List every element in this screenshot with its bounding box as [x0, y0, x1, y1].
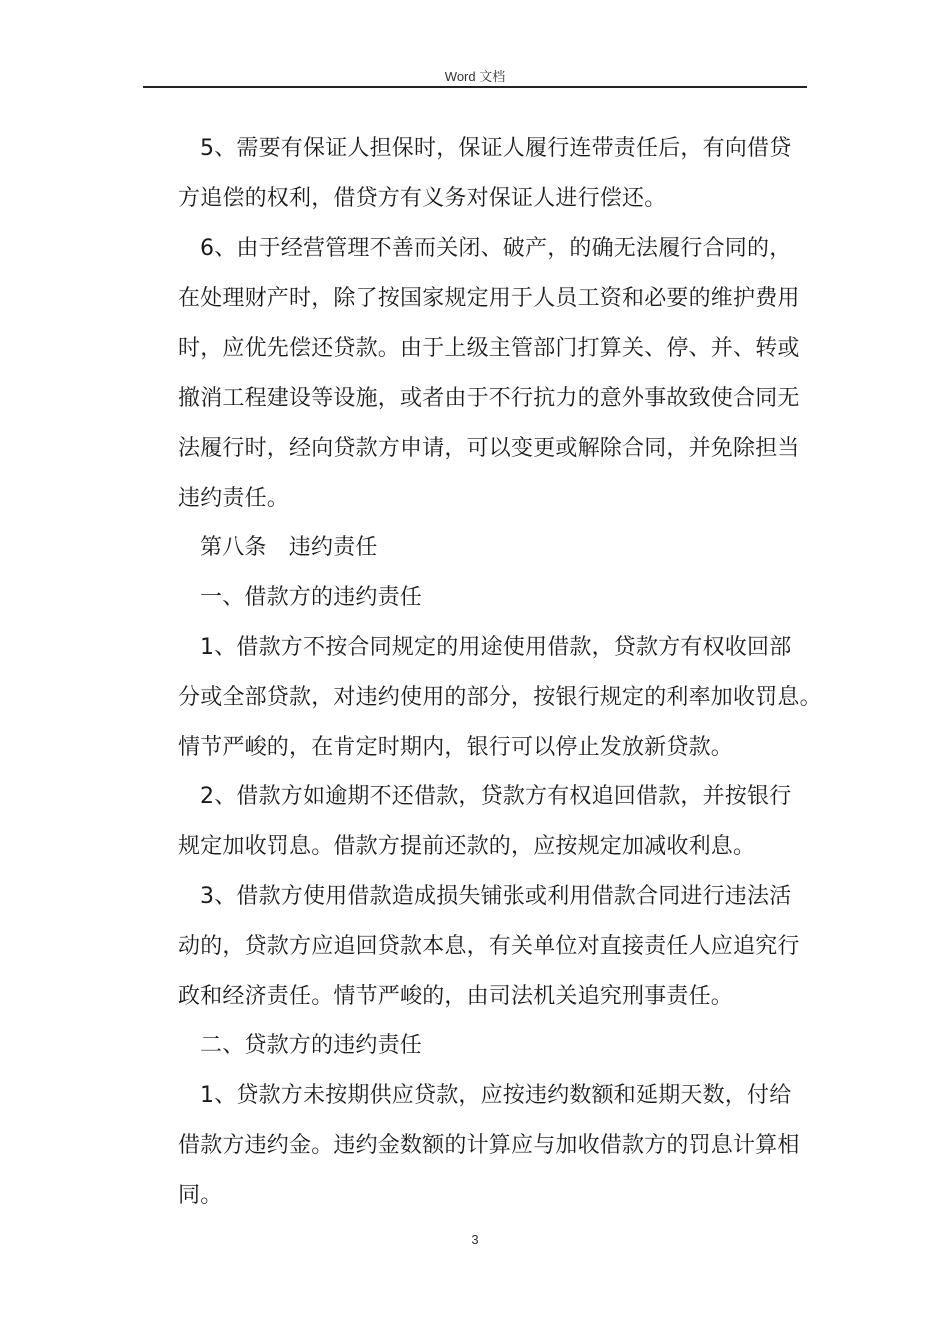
paragraph-line: 动的，贷款方应追回贷款本息，有关单位对直接责任人应追究行 [178, 934, 800, 959]
paragraph-line: 政和经济责任。情节严峻的，由司法机关追究刑事责任。 [178, 984, 734, 1009]
paragraph-line: 法履行时，经向贷款方申请，可以变更或解除合同，并免除担当 [178, 436, 800, 461]
paragraph-line: 3、借款方使用借款造成损失铺张或利用借款合同进行违法活 [200, 884, 792, 909]
paragraph-line: 撤消工程建设等设施，或者由于不行抗力的意外事故致使合同无 [178, 386, 800, 411]
page-header: Word 文档 [444, 69, 506, 84]
subsection-heading: 二、贷款方的违约责任 [200, 1033, 423, 1058]
paragraph-line: 分或全部贷款，对违约使用的部分，按银行规定的利率加收罚息。 [178, 685, 822, 710]
paragraph-line: 方追偿的权利，借贷方有义务对保证人进行偿还。 [178, 186, 667, 211]
subsection-heading: 一、借款方的违约责任 [200, 585, 423, 610]
paragraph-line: 6、由于经营管理不善而关闭、破产，的确无法履行合同的， [200, 236, 792, 261]
page-number: 3 [471, 1232, 479, 1247]
header-divider [143, 86, 807, 88]
section-heading: 第八条 违约责任 [200, 535, 378, 560]
paragraph-line: 规定加收罚息。借款方提前还款的，应按规定加减收利息。 [178, 834, 756, 859]
paragraph-line: 同。 [178, 1183, 223, 1208]
paragraph-line: 1、贷款方未按期供应贷款，应按违约数额和延期天数，付给 [200, 1083, 792, 1108]
paragraph-line: 借款方违约金。违约金数额的计算应与加收借款方的罚息计算相 [178, 1133, 800, 1158]
paragraph-line: 时，应优先偿还贷款。由于上级主管部门打算关、停、并、转或 [178, 336, 800, 361]
paragraph-line: 在处理财产时，除了按国家规定用于人员工资和必要的维护费用 [178, 286, 800, 311]
paragraph-line: 2、借款方如逾期不还借款，贷款方有权追回借款，并按银行 [200, 784, 792, 809]
paragraph-line: 违约责任。 [178, 486, 290, 511]
paragraph-line: 5、需要有保证人担保时，保证人履行连带责任后，有向借贷 [200, 136, 792, 161]
paragraph-line: 1、借款方不按合同规定的用途使用借款，贷款方有权收回部 [200, 635, 792, 660]
paragraph-line: 情节严峻的，在肯定时期内，银行可以停止发放新贷款。 [178, 735, 734, 760]
